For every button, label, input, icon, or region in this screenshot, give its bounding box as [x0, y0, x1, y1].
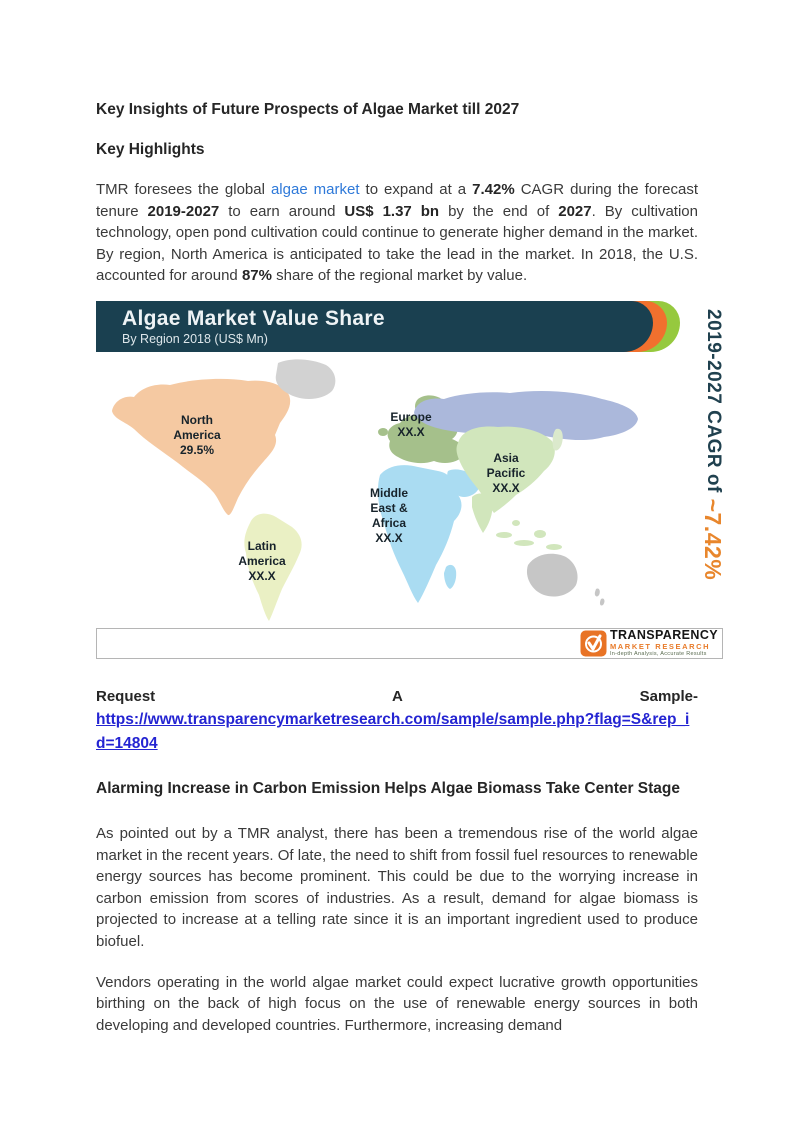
request-word: Request: [96, 687, 156, 705]
bold-text-run: 2019-2027: [147, 202, 220, 220]
tmr-logo-text: [610, 629, 718, 658]
island-new-zealand-north: [595, 588, 600, 596]
region-value: 29.5%: [179, 442, 215, 457]
text-run: TMR foresees the global: [96, 181, 271, 198]
algae-market-link[interactable]: algae market: [270, 181, 360, 198]
text-run: by the end of: [439, 202, 559, 220]
text-run: to expand at a: [359, 181, 473, 198]
island-madagascar: [444, 565, 456, 589]
island-sumatra: [496, 532, 512, 538]
infographic-header: [96, 301, 682, 352]
logo-line2: MARKET RESEARCH: [609, 641, 711, 651]
island-java: [514, 540, 534, 546]
vendors-paragraph: Vendors operating in the world algae market could expect lucrative growth opportunities birthing on the back of high focus on the use of renewable energy sources in both developing and developed countries. Furthermore, increasing demand: [96, 973, 698, 1034]
doc-title: Key Insights of Future Prospects of Algae Market till 2027: [96, 101, 520, 118]
island-philippines: [512, 520, 520, 526]
cagr-prefix: 2019-2027 CAGR of: [703, 308, 724, 499]
map-label-asia-pacific: [475, 451, 537, 496]
key-highlights-heading: Key Highlights: [96, 141, 205, 158]
island-borneo: [534, 530, 546, 538]
region-name: North America: [173, 412, 221, 442]
document-content: [96, 99, 726, 1050]
bold-text-run: 7.42%: [472, 181, 515, 198]
continent-australia: [527, 554, 578, 597]
region-india: [472, 493, 493, 532]
island-new-zealand-south: [600, 598, 605, 605]
intro-paragraph: [96, 179, 698, 287]
analyst-paragraph: As pointed out by a TMR analyst, there has been a tremendous rise of the world algae market in the recent years. Of late, the need to shift from fossil fuel resources to renewable energy sources has become prominent. This could be due to the worrying increase in carbon emission from scores of industries. As a result, demand for algae biomass is projected to increase at a telling rate since it is an important ingredient used to produce biofuel.: [96, 824, 698, 950]
request-word: Sample-: [639, 687, 698, 705]
map-label-latin-america: [224, 539, 300, 584]
bold-text-run: 2027: [558, 202, 592, 220]
text-run: . By cultivation technology, open pond cultivation could continue to generate higher demand in the market. By region, North America is anticipated to take the lead in the market. In 2018, the U.S. accounted for around: [96, 202, 698, 285]
infographic-subtitle: By Region 2018 (US$ Mn): [122, 331, 268, 346]
infographic-footer: [96, 628, 723, 659]
sample-url-link[interactable]: https://www.transparencymarketresearch.com/sample/sample.php?flag=S&rep_id=14804: [96, 710, 690, 752]
region-value: XX.X: [397, 424, 425, 439]
request-sample-line: [96, 686, 698, 708]
map-label-north-america: [159, 413, 235, 458]
algae-market-infographic: [96, 301, 726, 659]
infographic-title: Algae Market Value Share: [122, 306, 385, 330]
tmr-logo-icon: [580, 630, 607, 657]
bold-text-run: 87%: [241, 267, 272, 285]
section2-heading: Alarming Increase in Carbon Emission Helps Algae Biomass Take Center Stage: [96, 779, 681, 797]
cagr-value: ~7.42%: [700, 498, 726, 581]
map-label-middle-east-africa: [363, 486, 415, 546]
text-run: CAGR during the forecast tenure: [96, 181, 698, 220]
island-japan: [553, 429, 563, 451]
region-name: Middle East & Africa: [370, 485, 408, 530]
logo-line1: TRANSPARENCY: [609, 627, 718, 642]
request-word: A: [391, 687, 403, 705]
tmr-logo: [580, 629, 718, 658]
island-newguinea: [546, 544, 562, 550]
text-run: share of the regional market by value.: [271, 267, 528, 285]
region-name: Europe: [390, 409, 432, 424]
world-map: [96, 355, 726, 626]
region-value: XX.X: [375, 530, 403, 545]
region-value: XX.X: [248, 568, 276, 583]
logo-tagline: In-depth Analysis, Accurate Results: [609, 650, 707, 657]
map-label-europe: [373, 410, 449, 440]
region-name: Latin America: [238, 538, 286, 568]
text-run: to earn around: [219, 202, 345, 220]
bold-text-run: US$ 1.37 bn: [344, 202, 440, 220]
region-name: Asia Pacific: [486, 450, 526, 480]
header-bar: [96, 301, 653, 352]
region-value: XX.X: [492, 480, 520, 495]
